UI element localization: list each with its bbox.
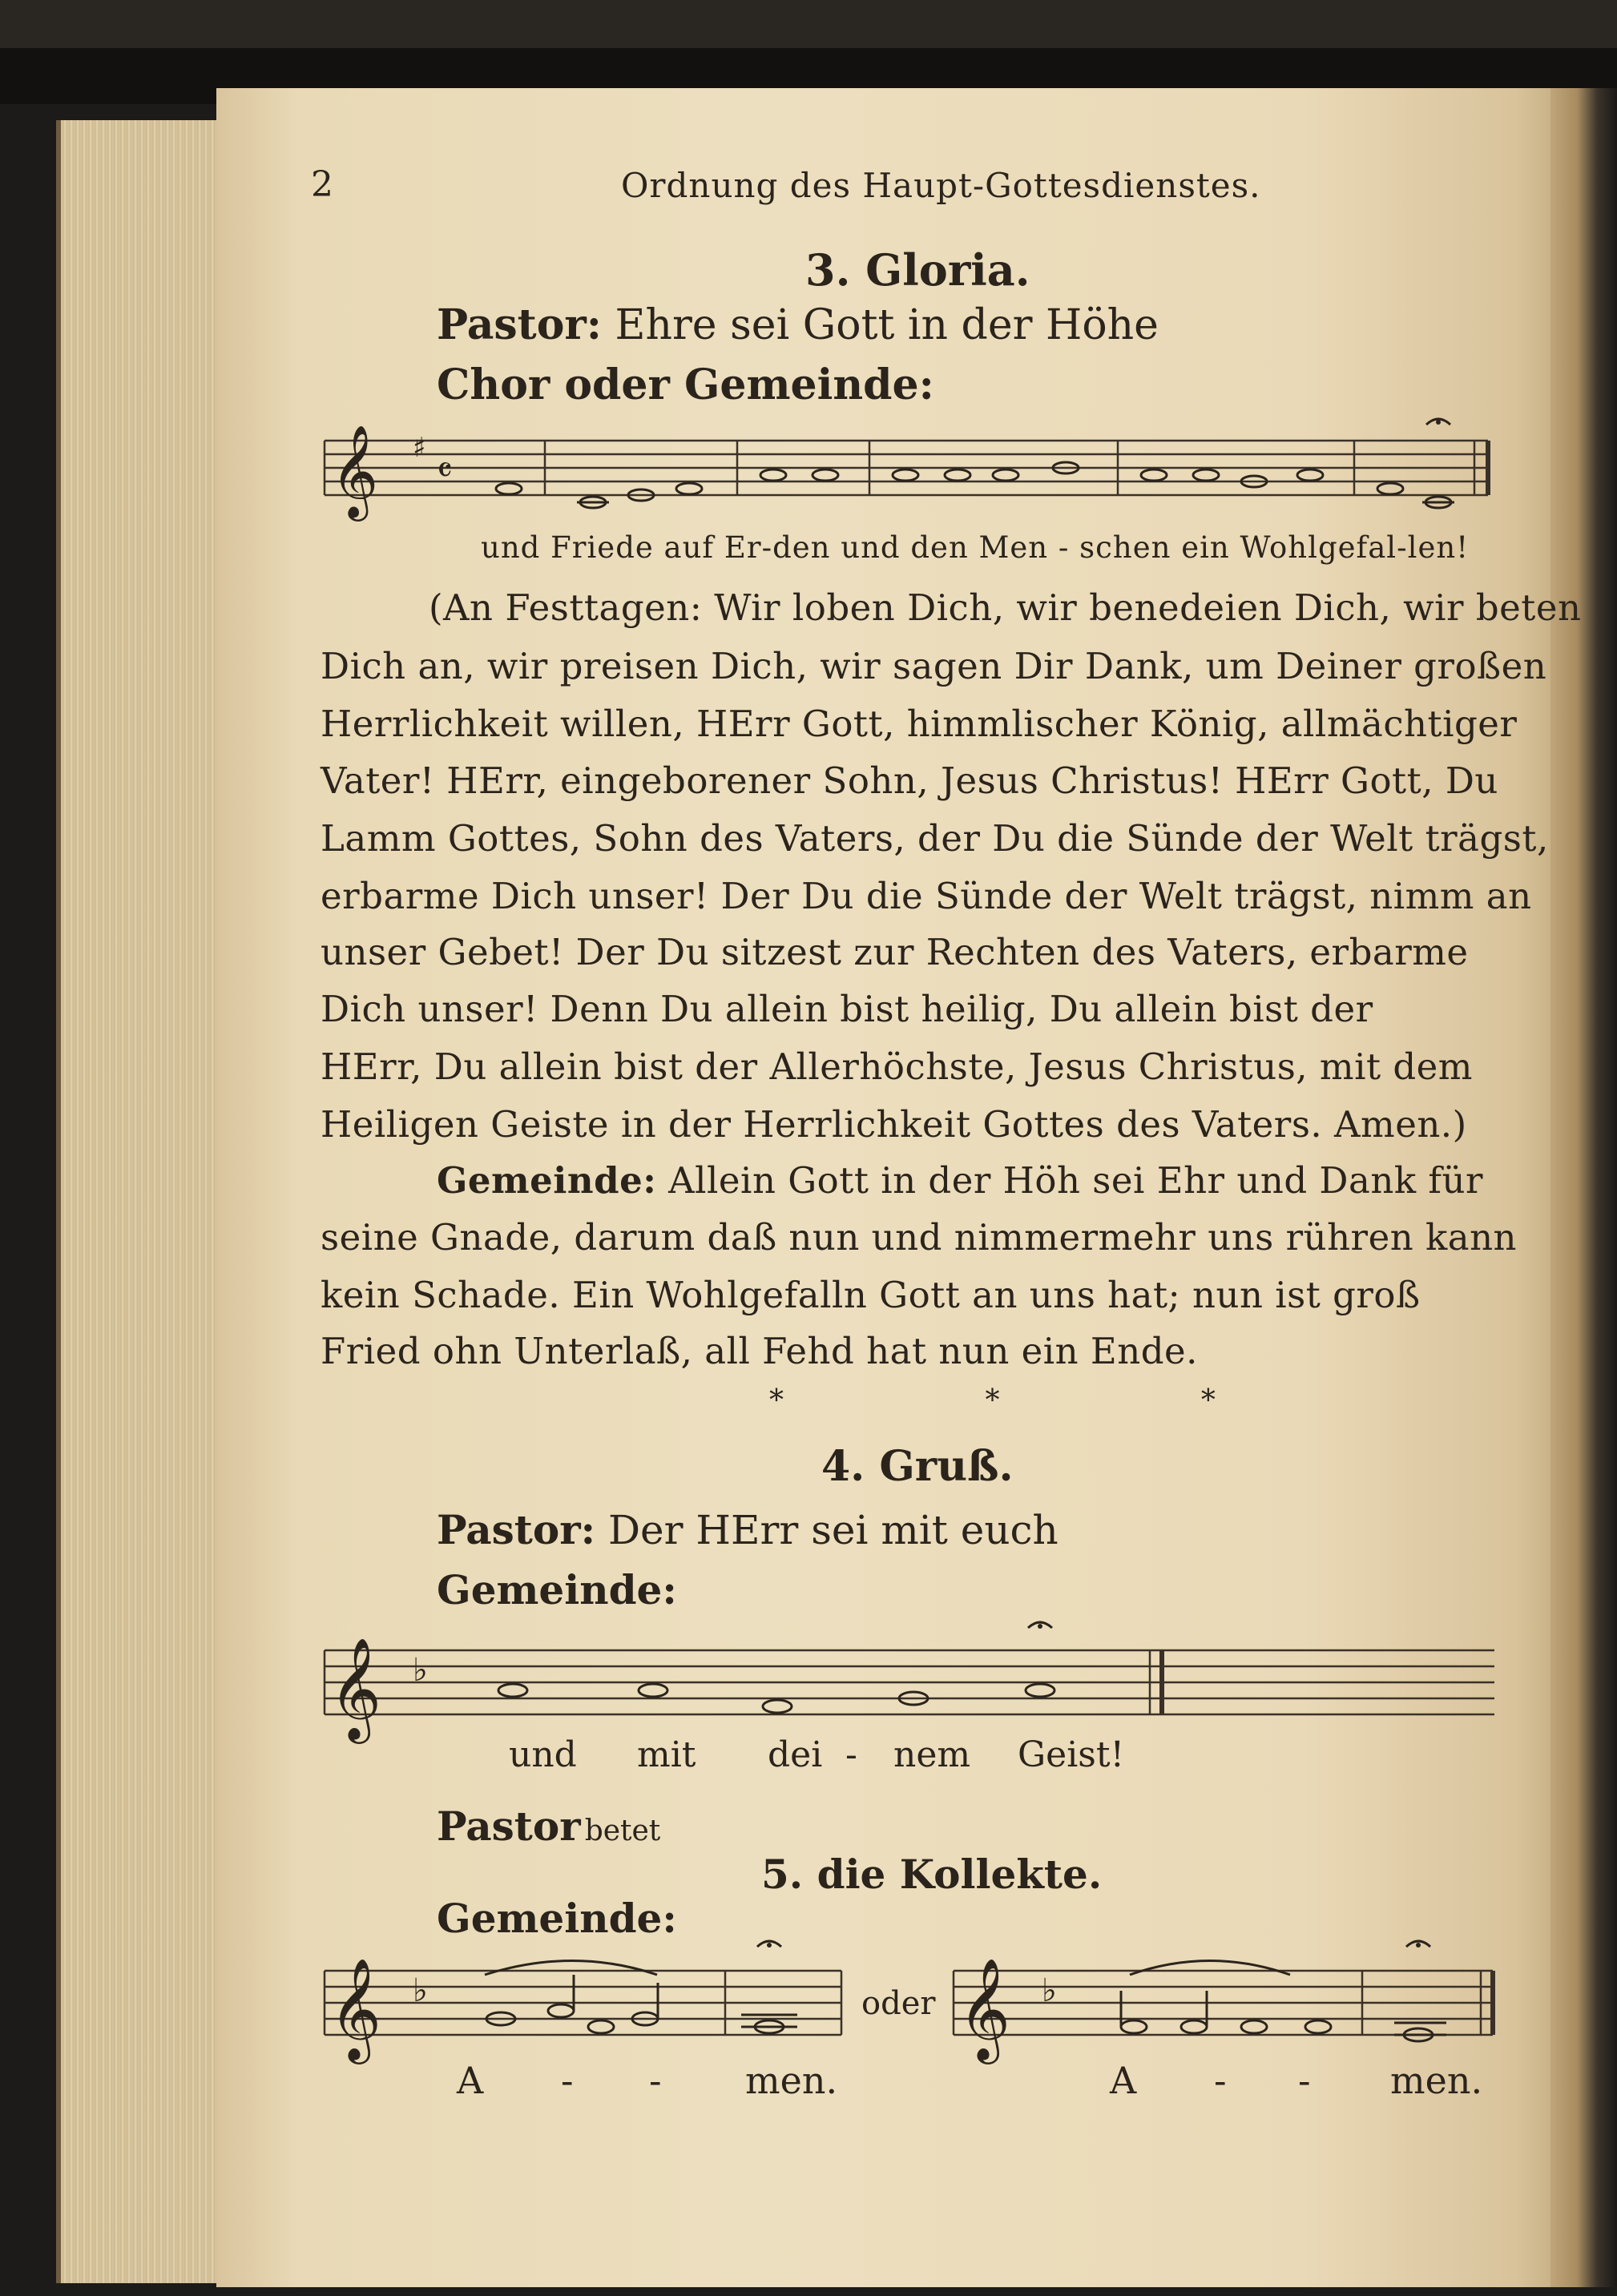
gruss-lyric-syllable: mit [637,1734,696,1775]
congregation-line: Fried ohn Unterlaß, all Fehd hat nun ein Ende. [321,1330,1198,1372]
feast-line: Heiligen Geiste in der Herrlichkeit Gottes des Vaters. Amen.) [321,1103,1467,1146]
feast-line: HErr, Du allein bist der Allerhöchste, Jesus Christus, mit dem [321,1045,1473,1088]
feast-line: Vater! HErr, eingeborener Sohn, Jesus Christus! HErr Gott, Du [321,759,1498,802]
kollekte-congregation-label: Gemeinde: [437,1895,677,1942]
pastor-suffix: betet [584,1815,661,1847]
amen-staff-right [946,1939,1502,2075]
congregation-line: seine Gnade, darum daß nun und nimmermehr uns rühren kann [321,1216,1518,1259]
book-spine [1550,88,1617,2287]
amen-right-syllable: A [1110,2059,1137,2102]
amen-staff-left [317,1939,849,2075]
svg-text:𝄞: 𝄞 [958,1957,1011,2060]
gruss-lyric-syllable: - [845,1734,857,1775]
gloria-pastor-line [437,300,1159,349]
amen-right-syllable: - [1298,2059,1311,2102]
svg-text:♭: ♭ [413,1972,428,2009]
gloria-lyrics: und Friede auf Er-den und den Men - schen ein Wohlgefal-len! [481,530,1470,565]
pastor-label: Pastor [437,1803,581,1850]
svg-text:♯: ♯ [413,432,426,464]
svg-text:𝄞: 𝄞 [329,1957,382,2060]
feast-line: erbarme Dich unser! Der Du die Sünde der Welt trägst, nimm an [321,875,1532,917]
gruss-lyric-syllable: nem [893,1734,971,1775]
feast-line: Dich unser! Denn Du allein bist heilig, Du allein bist der [321,988,1373,1030]
amen-left-syllable: A [457,2059,484,2102]
amen-right-syllable: men. [1390,2059,1483,2102]
gloria-music-staff [317,409,1498,529]
page-number: 2 [311,164,333,205]
gruss-title: 4. Gruß. [821,1442,1014,1491]
section-separator: * * * [769,1384,1312,1417]
choir-label: Chor oder Gemeinde: [437,361,934,409]
kollekte-title: 5. die Kollekte. [761,1851,1103,1898]
amen-left-syllable: - [561,2059,574,2102]
gruss-lyric-syllable: dei [768,1734,823,1775]
feast-line: (An Festtagen: Wir loben Dich, wir benedeien Dich, wir beten [429,586,1582,629]
svg-text:♭: ♭ [413,1652,428,1689]
pastor-label: Pastor: [437,300,602,349]
svg-text:𝄞: 𝄞 [331,424,379,518]
feast-line: Lamm Gottes, Sohn des Vaters, der Du die Sünde der Welt trägst, [321,817,1549,860]
svg-text:𝄴: 𝄴 [437,450,453,491]
gloria-title: 3. Gloria. [805,244,1030,296]
gruss-pastor-line [437,1506,1059,1553]
pastor-text: Der HErr sei mit euch [607,1507,1059,1553]
congregation-line: kein Schade. Ein Wohlgefalln Gott an uns hat; nun ist groß [321,1274,1421,1316]
feast-line: unser Gebet! Der Du sitzest zur Rechten des Vaters, erbarme [321,931,1469,973]
congregation-text: Allein Gott in der Höh sei Ehr und Dank für [668,1159,1484,1202]
gruss-congregation-label: Gemeinde: [437,1566,677,1613]
congregation-label: Gemeinde: [437,1159,657,1202]
pastor-text: Ehre sei Gott in der Höhe [615,301,1159,349]
amen-right-syllable: - [1214,2059,1227,2102]
congregation-first-line [437,1159,1483,1202]
amen-left-syllable: men. [745,2059,838,2102]
feast-line: Herrlichkeit willen, HErr Gott, himmlischer König, allmächtiger [321,703,1518,745]
running-title: Ordnung des Haupt-Gottesdienstes. [621,166,1261,205]
amen-left-syllable: - [649,2059,662,2102]
feast-line: Dich an, wir preisen Dich, wir sagen Dir Dank, um Deiner großen [321,645,1547,687]
gruss-lyric-syllable: Geist! [1018,1734,1125,1775]
kollekte-pastor-line [437,1803,660,1850]
gruss-lyric-syllable: und [509,1734,577,1775]
pastor-label: Pastor: [437,1506,596,1553]
svg-text:𝄞: 𝄞 [329,1637,382,1739]
svg-text:♭: ♭ [1042,1972,1057,2009]
oder-label: oder [861,1985,936,2022]
